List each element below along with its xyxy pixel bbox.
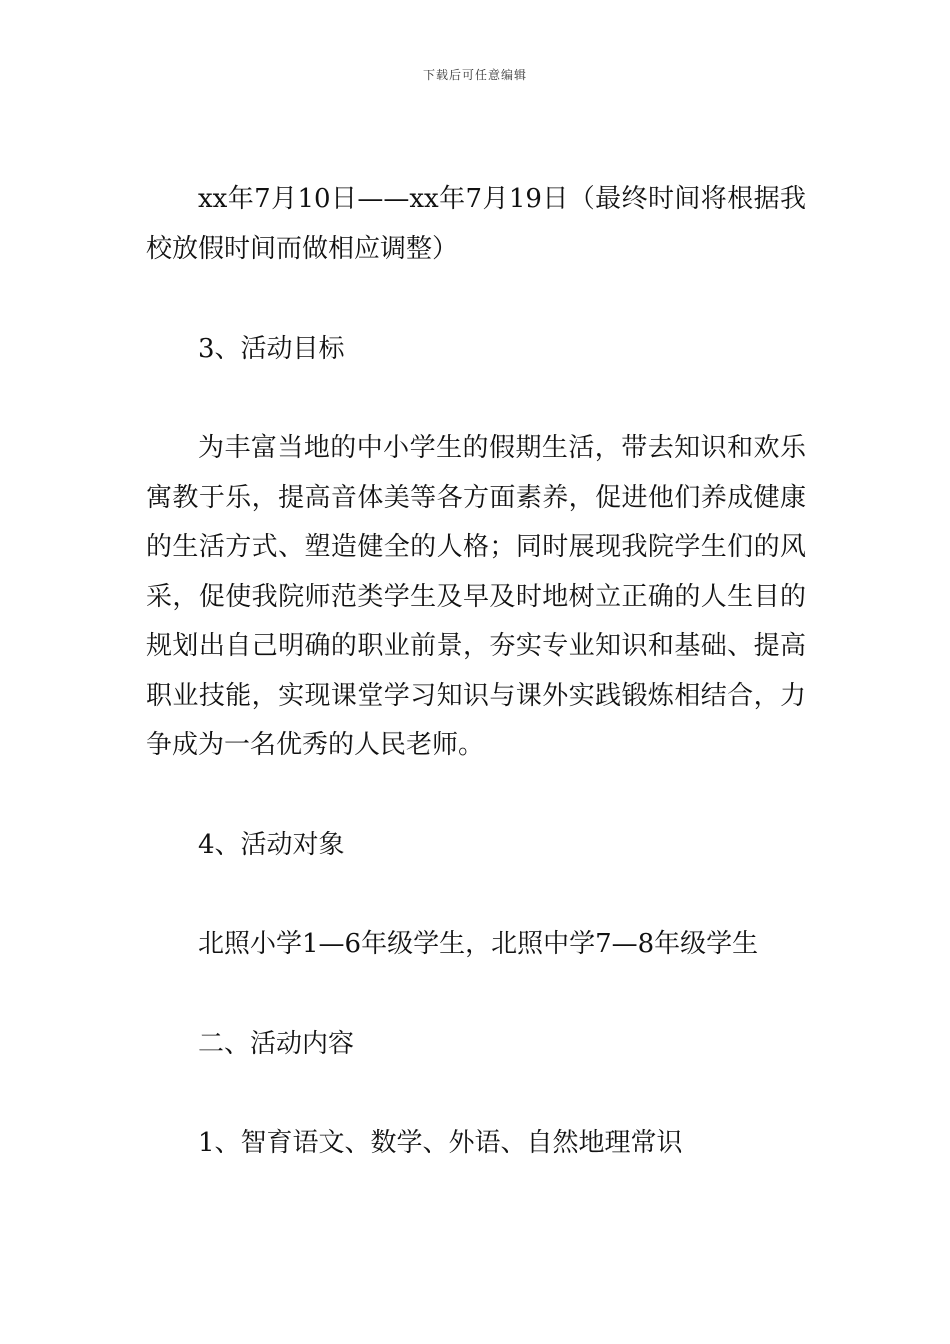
activity-dates-paragraph: xx年7月10日——xx年7月19日（最终时间将根据我校放假时间而做相应调整） [146,184,806,264]
section-heading-activity-goals: 3、活动目标 [198,334,345,364]
content-item-intellectual-education: 1、智育语文、数学、外语、自然地理常识 [198,1128,683,1158]
section-heading-activity-targets: 4、活动对象 [198,830,345,860]
page-header-note: 下载后可任意编辑 [422,68,527,82]
activity-goals-paragraph: 为丰富当地的中小学生的假期生活，带去知识和欢乐寓教于乐，提高音体美等各方面素养，促进他们养成健康的生活方式、塑造健全的人格；同时展现我院学生们的风采，促使我院师范类学生及早及时地树立正确的人生目的规划出自己明确的职业前景，夯实专业知识和基础、提高职业技能，实现课堂学习知识与课外实践锻炼相结合，力争成为一名优秀的人民老师。 [146,433,806,760]
activity-targets-paragraph: 北照小学1—6年级学生，北照中学7—8年级学生 [198,929,759,959]
part-heading-activity-content: 二、活动内容 [198,1029,355,1059]
